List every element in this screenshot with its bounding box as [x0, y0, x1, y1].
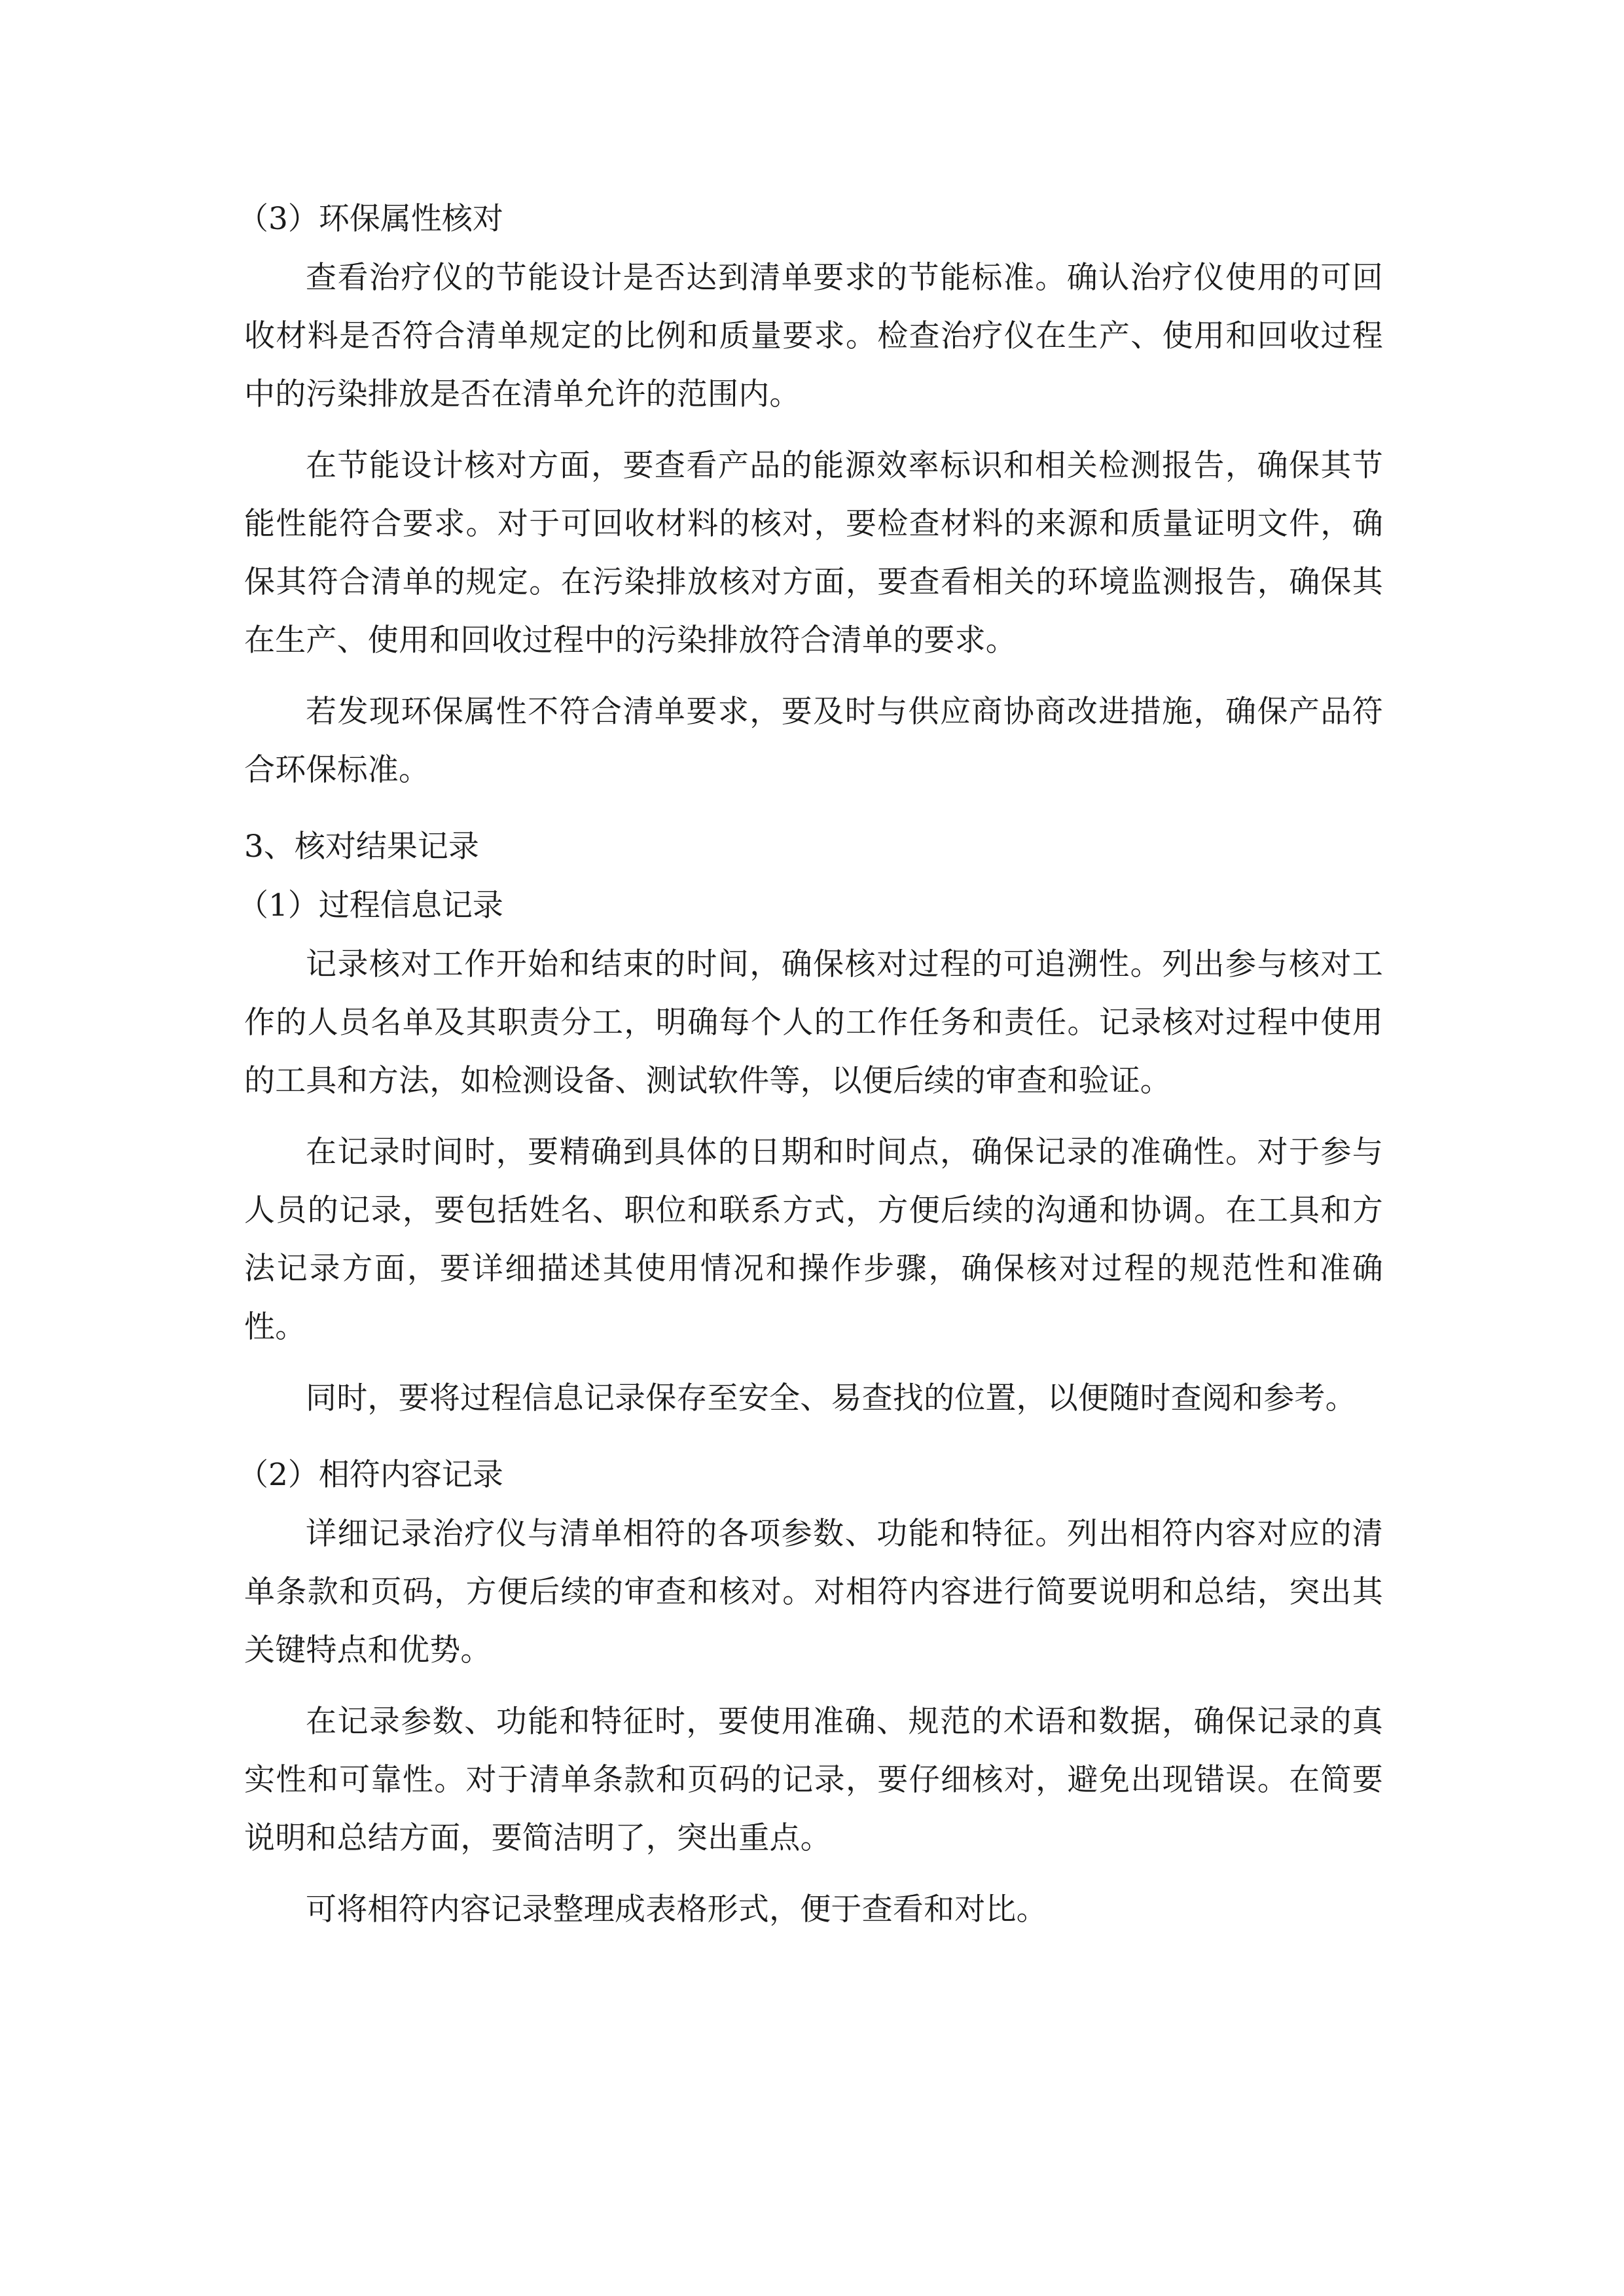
paragraph: 在记录时间时，要精确到具体的日期和时间点，确保记录的准确性。对于参与人员的记录，要包括姓名、职位和联系方式，方便后续的沟通和协调。在工具和方法记录方面，要详细描述其使用情况和操作步骤，确保核对过程的规范性和准确性。 [244, 1134, 1383, 1345]
paragraph: 在记录参数、功能和特征时，要使用准确、规范的术语和数据，确保记录的真实性和可靠性。对于清单条款和页码的记录，要仔细核对，避免出现错误。在简要说明和总结方面，要简洁明了，突出重点。 [244, 1704, 1383, 1856]
document-page [238, 190, 1383, 1939]
paragraph: 在节能设计核对方面，要查看产品的能源效率标识和相关检测报告，确保其节能性能符合要求。对于可回收材料的核对，要检查材料的来源和质量证明文件，确保其符合清单的规定。在污染排放核对方面，要查看相关的环境监测报告，确保其在生产、使用和回收过程中的污染排放符合清单的要求。 [244, 448, 1383, 658]
paragraph: 记录核对工作开始和结束的时间，确保核对过程的可追溯性。列出参与核对工作的人员名单及其职责分工，明确每个人的工作任务和责任。记录核对过程中使用的工具和方法，如检测设备、测试软件等，以便后续的审查和验证。 [244, 946, 1383, 1099]
paragraph: 若发现环保属性不符合清单要求，要及时与供应商协商改进措施，确保产品符合环保标准。 [244, 694, 1383, 788]
section-heading-process-record: （1）过程信息记录 [238, 888, 503, 924]
section-heading-environmental-check: （3）环保属性核对 [238, 201, 503, 237]
paragraph: 同时，要将过程信息记录保存至安全、易查找的位置，以便随时查阅和参考。 [306, 1380, 1356, 1416]
paragraph: 查看治疗仪的节能设计是否达到清单要求的节能标准。确认治疗仪使用的可回收材料是否符合清单规定的比例和质量要求。检查治疗仪在生产、使用和回收过程中的污染排放是否在清单允许的范围内。 [244, 260, 1383, 412]
section-heading-results-record: 3、核对结果记录 [244, 829, 479, 865]
paragraph: 详细记录治疗仪与清单相符的各项参数、功能和特征。列出相符内容对应的清单条款和页码，方便后续的审查和核对。对相符内容进行简要说明和总结，突出其关键特点和优势。 [244, 1516, 1383, 1668]
section-heading-matching-content: （2）相符内容记录 [238, 1457, 503, 1493]
paragraph: 可将相符内容记录整理成表格形式，便于查看和对比。 [306, 1892, 1047, 1928]
